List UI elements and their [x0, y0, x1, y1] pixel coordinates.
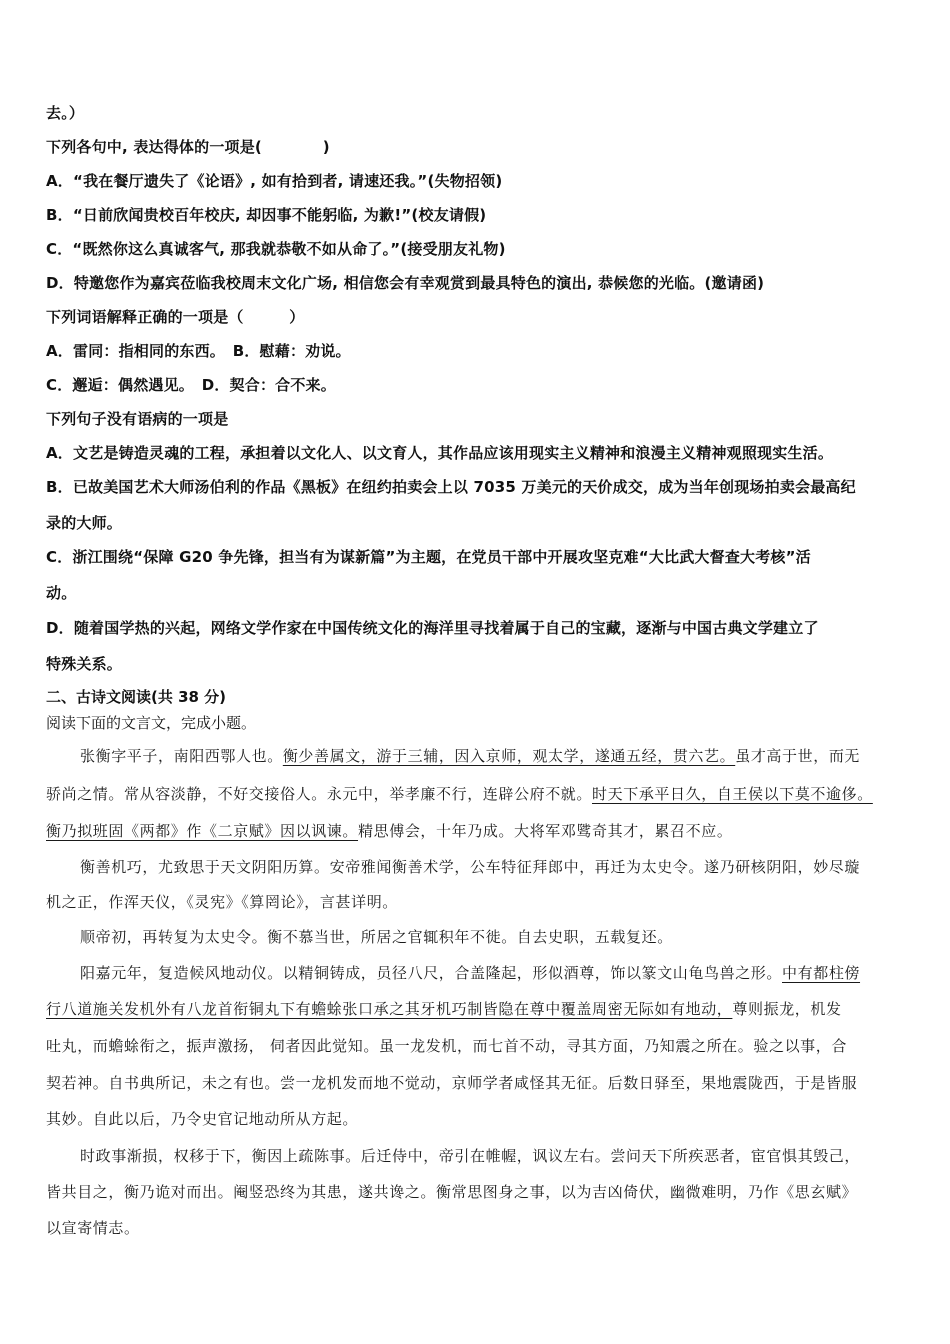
passage-p4-line3: 吐丸，而蟾蜍衔之，振声激扬， 伺者因此觉知。虽一龙发机，而七首不动，寻其方面，乃知震之所在。验之以事，合	[46, 1037, 847, 1055]
q3-option-d: D．随着国学热的兴起，网络文学作家在中国传统文化的海洋里寻找着属于自己的宝藏，逐渐与中国古典文学建立了	[46, 619, 819, 637]
p1-underlined-sentence-1: 衡少善属文，游于三辅，因入京师，观太学，遂通五经，贯六艺。	[282, 747, 736, 765]
q3-stem: 下列句子没有语病的一项是	[46, 410, 229, 428]
p4-text-b: 尊则振龙，机发	[732, 1000, 842, 1018]
section-heading: 二、古诗文阅读(共 38 分)	[46, 688, 227, 706]
q1-option-b: B．“日前欣闻贵校百年校庆, 却因事不能躬临, 为歉!”(校友请假)	[46, 206, 487, 224]
p1-text-a: 张衡字平子，南阳西鄂人也。	[80, 747, 283, 765]
passage-p2-line2: 机之正，作浑天仪，《灵宪》《算罔论》，言甚详明。	[46, 893, 398, 911]
q3-option-a: A．文艺是铸造灵魂的工程，承担着以文化人、以文育人，其作品应该用现实主义精神和浪漫主义精神观照现实生活。	[46, 444, 834, 462]
passage-p4-line4: 契若神。自书典所记，未之有也。尝一龙机发而地不觉动，京师学者咸怪其无征。后数日驿至，果地震陇西，于是皆服	[46, 1074, 858, 1092]
p1-text-b: 虽才高于世，而无	[735, 747, 861, 765]
q3-option-b-cont: 录的大师。	[46, 514, 123, 532]
q3-option-c-cont: 动。	[46, 584, 77, 602]
q3-option-c: C．浙江围绕“保障 G20 争先锋，担当有为谋新篇”为主题，在党员干部中开展攻坚克难“大比武大督查大考核”活	[46, 548, 811, 566]
q2-stem: 下列词语解释正确的一项是（ ）	[46, 308, 305, 326]
passage-p4-line2	[46, 998, 842, 1019]
p4-text-a: 阳嘉元年，复造候风地动仪。以精铜铸成，员径八尺，合盖隆起，形似酒尊，饰以篆文山龟鸟兽之形。	[80, 964, 783, 982]
q1-option-a: A．“我在餐厅遗失了《论语》, 如有拾到者, 请速还我。”(失物招领)	[46, 172, 503, 190]
passage-p1-line3	[46, 820, 732, 841]
passage-p3-line1: 顺帝初，再转复为太史令。衡不慕当世，所居之官辄积年不徙。自去史职，五载复还。	[80, 928, 673, 946]
passage-p2-line1: 衡善机巧，尤致思于天文阴阳历算。安帝雅闻衡善术学，公车特征拜郎中，再迁为太史令。遂乃研核阴阳，妙尽璇	[80, 858, 861, 876]
section-intro: 阅读下面的文言文，完成小题。	[46, 714, 257, 732]
p1-underlined-sentence-2: 时天下承平日久，自王侯以下莫不逾侈。	[592, 785, 873, 803]
p1-text-d: 精思傅会，十年乃成。大将军邓骘奇其才，累召不应。	[358, 822, 733, 840]
passage-p5-line1: 时政事渐损，权移于下，衡因上疏陈事。后迁侍中，帝引在帷幄，讽议左右。尝问天下所疾恶者，宦官惧其毁己，	[80, 1147, 861, 1165]
p1-text-c: 骄尚之情。常从容淡静，不好交接俗人。永元中，举孝廉不行，连辟公府不就。	[46, 785, 593, 803]
passage-p5-line2: 皆共目之，衡乃诡对而出。阉竖恐终为其患，遂共谗之。衡常思图身之事，以为吉凶倚伏，幽微难明，乃作《思玄赋》	[46, 1183, 858, 1201]
passage-p1-line1	[80, 745, 860, 766]
q3-option-b: B．已故美国艺术大师汤伯利的作品《黑板》在纽约拍卖会上以 7035 万美元的天价成交，成为当年创现场拍卖会最高纪	[46, 478, 856, 496]
q2-options-row2: C．邂逅：偶然遇见。 D．契合：合不来。	[46, 376, 336, 394]
passage-p4-line5: 其妙。自此以后，乃令史官记地动所从方起。	[46, 1110, 359, 1128]
q3-option-d-cont: 特殊关系。	[46, 655, 123, 673]
p4-underlined-sentence-cont: 行八道施关发机外有八龙首衔铜丸下有蟾蜍张口承之其牙机巧制皆隐在尊中覆盖周密无际如有地动，	[46, 1000, 733, 1018]
passage-p1-line2	[46, 783, 873, 804]
q1-stem: 下列各句中, 表达得体的一项是( )	[46, 138, 330, 156]
q1-option-d: D．特邀您作为嘉宾莅临我校周末文化广场, 相信您会有幸观赏到最具特色的演出, 恭候您的光临。(邀请函)	[46, 274, 765, 292]
p1-underlined-sentence-2-cont: 衡乃拟班固《两都》作《二京赋》因以讽谏。	[46, 822, 359, 840]
passage-p5-line3: 以宣寄情志。	[46, 1219, 140, 1237]
lead-fragment: 去。）	[46, 104, 85, 122]
q2-options-row1: A．雷同：指相同的东西。 B．慰藉：劝说。	[46, 342, 351, 360]
q1-option-c: C．“既然你这么真诚客气, 那我就恭敬不如从命了。”(接受朋友礼物)	[46, 240, 506, 258]
p4-underlined-sentence: 中有都柱傍	[782, 964, 861, 982]
passage-p4-line1	[80, 962, 860, 983]
